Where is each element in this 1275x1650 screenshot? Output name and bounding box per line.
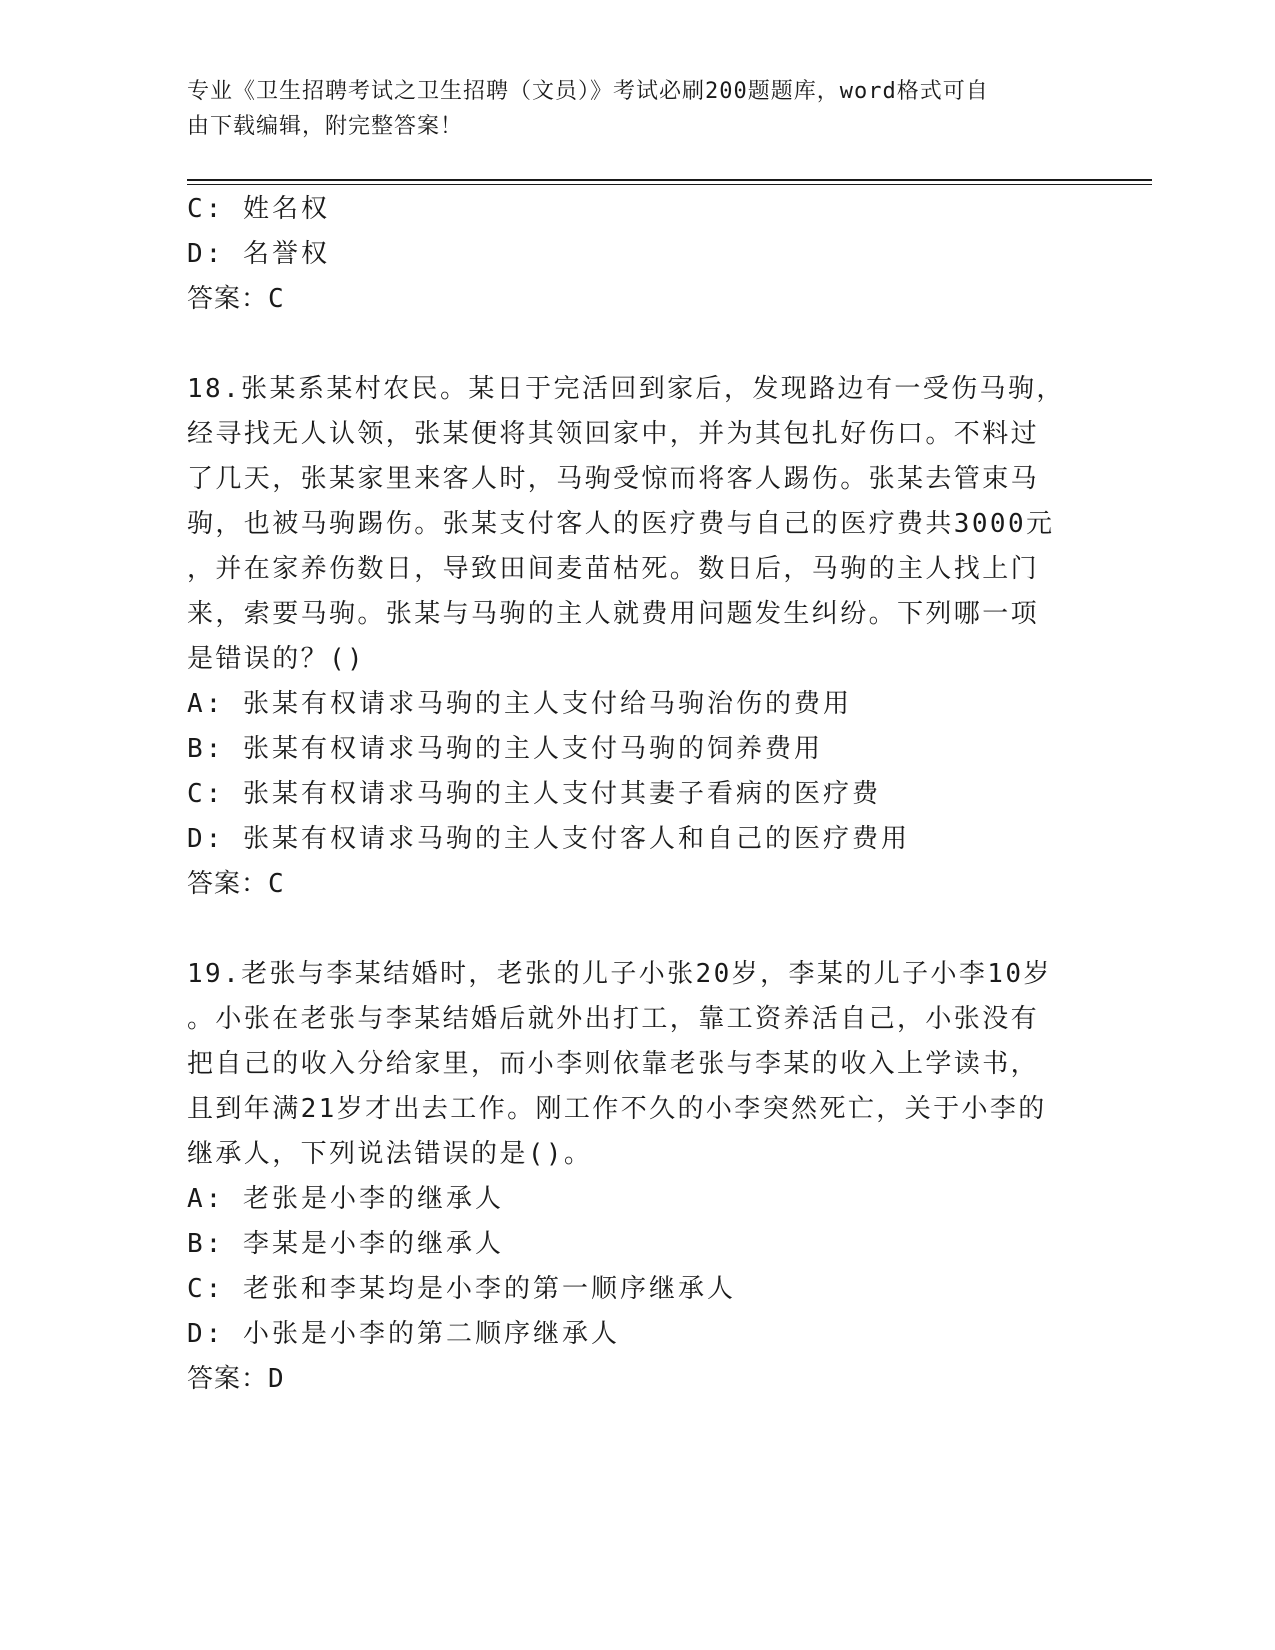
spacer	[187, 907, 1067, 952]
option-b: B: 李某是小李的继承人	[187, 1229, 504, 1259]
header-divider-thin	[187, 184, 1152, 185]
option-d: D: 小张是小李的第二顺序继承人	[187, 1319, 620, 1349]
question-text	[187, 952, 1067, 1177]
question-line: 继承人，下列说法错误的是()。	[187, 1139, 593, 1169]
prev-question	[187, 187, 1067, 322]
option-a: A: 老张是小李的继承人	[187, 1184, 504, 1214]
option-d: D: 名誉权	[187, 239, 330, 269]
option-b: B: 张某有权请求马驹的主人支付马驹的饲养费用	[187, 734, 823, 764]
header-line-2: 由下载编辑，附完整答案！	[187, 114, 464, 139]
option-a: A: 张某有权请求马驹的主人支付给马驹治伤的费用	[187, 689, 852, 719]
option-c: C: 张某有权请求马驹的主人支付其妻子看病的医疗费	[187, 779, 881, 809]
answer: 答案：D	[187, 1364, 285, 1394]
answer: 答案：C	[187, 869, 285, 899]
question-line: 19.老张与李某结婚时，老张的儿子小张20岁，李某的儿子小李10岁	[187, 959, 1052, 989]
question-line: 是错误的？()	[187, 644, 366, 674]
option-c: C: 老张和李某均是小李的第一顺序继承人	[187, 1274, 736, 1304]
question-line: 18.张某系某村农民。某日于完活回到家后，发现路边有一受伤马驹，	[187, 374, 1065, 404]
question-18	[187, 367, 1067, 907]
question-line: 且到年满21岁才出去工作。刚工作不久的小李突然死亡，关于小李的	[187, 1094, 1047, 1124]
question-line: 驹，也被马驹踢伤。张某支付客人的医疗费与自己的医疗费共3000元	[187, 509, 1055, 539]
question-line: 。小张在老张与李某结婚后就外出打工，靠工资养活自己，小张没有	[187, 1004, 1040, 1034]
header-line-1: 专业《卫生招聘考试之卫生招聘（文员）》考试必刷200题题库，word格式可自	[187, 79, 989, 104]
option-c: C: 姓名权	[187, 194, 330, 224]
question-line: ，并在家养伤数日，导致田间麦苗枯死。数日后，马驹的主人找上门	[187, 554, 1040, 584]
page-header	[187, 74, 1067, 144]
spacer	[187, 322, 1067, 367]
document-body	[187, 187, 1067, 1402]
option-d: D: 张某有权请求马驹的主人支付客人和自己的医疗费用	[187, 824, 910, 854]
question-19	[187, 952, 1067, 1402]
answer: 答案：C	[187, 284, 285, 314]
question-line: 了几天，张某家里来客人时，马驹受惊而将客人踢伤。张某去管束马	[187, 464, 1040, 494]
header-divider	[187, 179, 1152, 181]
question-text	[187, 367, 1067, 682]
question-line: 经寻找无人认领，张某便将其领回家中，并为其包扎好伤口。不料过	[187, 419, 1040, 449]
question-line: 把自己的收入分给家里，而小李则依靠老张与李某的收入上学读书，	[187, 1049, 1040, 1079]
question-line: 来，索要马驹。张某与马驹的主人就费用问题发生纠纷。下列哪一项	[187, 599, 1040, 629]
